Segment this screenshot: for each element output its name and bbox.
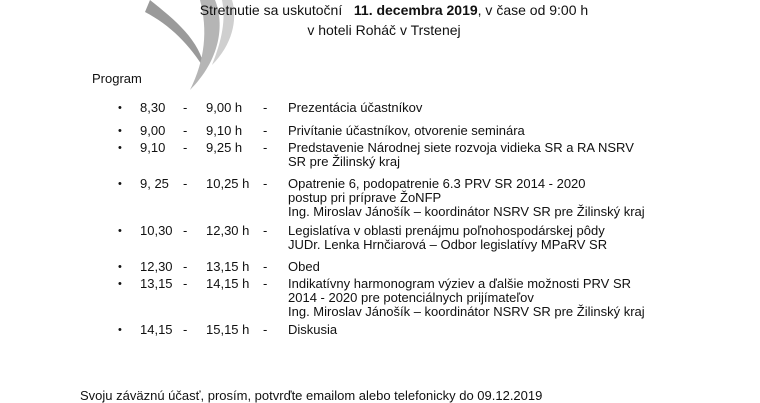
item-description (288, 323, 708, 337)
time-from: 8,30 (140, 100, 166, 115)
bullet-icon: • (118, 102, 122, 114)
item-separator: - (263, 176, 268, 191)
meeting-venue-line: v hoteli Roháč v Trstenej (307, 22, 461, 38)
item-description (288, 260, 708, 274)
time-separator: - (183, 223, 188, 238)
time-from: 9,00 (140, 123, 166, 138)
item-separator: - (263, 223, 268, 238)
bullet-icon: • (118, 178, 122, 190)
time-separator: - (183, 322, 188, 337)
item-separator: - (263, 123, 268, 138)
time-to: 10,25 h (206, 176, 250, 191)
meeting-date-line: Stretnutie sa uskutoční 11. decembra 2019, v čase od 9:00 h (199, 2, 589, 18)
time-separator: - (183, 259, 188, 274)
time-to: 9,10 h (206, 123, 243, 138)
item-description (288, 177, 708, 219)
time-to: 14,15 h (206, 276, 250, 291)
item-description-line: JUDr. Lenka Hrnčiarová – Odbor legislatívy MPaRV SR (288, 237, 608, 252)
item-description (288, 277, 708, 319)
item-description (288, 124, 708, 138)
item-separator: - (263, 140, 268, 155)
item-description-line: Obed (288, 259, 320, 274)
time-from: 14,15 (140, 322, 173, 337)
time-to: 15,15 h (206, 322, 250, 337)
time-from: 13,15 (140, 276, 173, 291)
time-separator: - (183, 140, 188, 155)
item-description-line: Prezentácia účastníkov (288, 100, 423, 115)
bullet-icon: • (118, 278, 122, 290)
item-description-line: Legislatíva v oblasti prenájmu poľnohospodárskej pôdy (288, 223, 605, 238)
item-description-line: Ing. Miroslav Jánošík – koordinátor NSRV SR pre Žilinský kraj (288, 304, 645, 319)
item-description (288, 224, 708, 252)
meeting-date: 11. decembra 2019 (353, 2, 478, 18)
time-to: 9,25 h (206, 140, 243, 155)
item-separator: - (263, 322, 268, 337)
time-to: 9,00 h (206, 100, 243, 115)
item-description-line: Opatrenie 6, podopatrenie 6.3 PRV SR 2014 - 2020 (288, 176, 586, 191)
item-separator: - (263, 259, 268, 274)
time-separator: - (183, 276, 188, 291)
item-separator: - (263, 100, 268, 115)
time-from: 10,30 (140, 223, 173, 238)
item-description-line: Privítanie účastníkov, otvorenie seminára (288, 123, 525, 138)
time-separator: - (183, 123, 188, 138)
item-description-line: Indikatívny harmonogram výziev a ďalšie možnosti PRV SR (288, 276, 632, 291)
program-heading: Program (92, 71, 142, 86)
item-description-line: Diskusia (288, 322, 338, 337)
item-description-line: postup pri príprave ŽoNFP (288, 190, 442, 205)
time-separator: - (183, 176, 188, 191)
time-to: 13,15 h (206, 259, 250, 274)
item-description (288, 141, 708, 169)
bullet-icon: • (118, 125, 122, 137)
time-from: 9,10 (140, 140, 166, 155)
bullet-icon: • (118, 225, 122, 237)
item-description-line: SR pre Žilinský kraj (288, 154, 400, 169)
time-from: 9, 25 (140, 176, 169, 191)
registration-note: Svoju záväznú účasť, prosím, potvrďte emailom alebo telefonicky do 09.12.2019 (80, 388, 543, 403)
item-description-line: 2014 - 2020 pre potenciálnych prijímateľov (288, 290, 534, 305)
time-to: 12,30 h (206, 223, 250, 238)
bullet-icon: • (118, 142, 122, 154)
time-separator: - (183, 100, 188, 115)
bullet-icon: • (118, 324, 122, 336)
bullet-icon: • (118, 261, 122, 273)
item-separator: - (263, 276, 268, 291)
item-description (288, 101, 708, 115)
time-from: 12,30 (140, 259, 173, 274)
item-description-line: Ing. Miroslav Jánošík – koordinátor NSRV SR pre Žilinský kraj (288, 204, 645, 219)
item-description-line: Predstavenie Národnej siete rozvoja vidieka SR a RA NSRV (288, 140, 634, 155)
